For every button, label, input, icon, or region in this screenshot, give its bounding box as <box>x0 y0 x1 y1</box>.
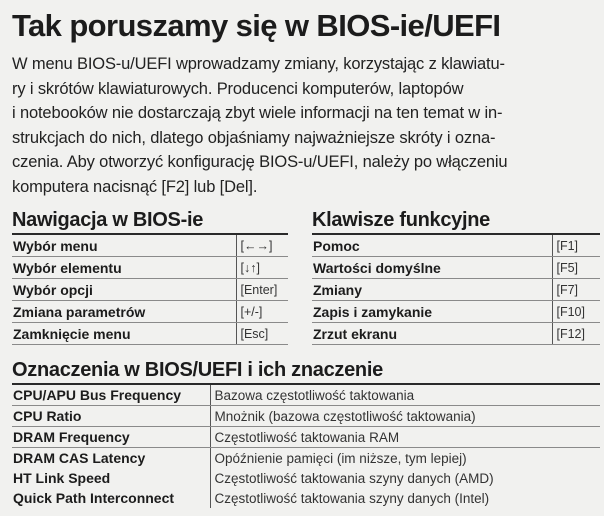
term-meaning: Częstotliwość taktowania RAM <box>210 427 600 448</box>
table-row <box>12 468 600 488</box>
navigation-action: Wybór elementu <box>12 257 236 279</box>
intro-line: ry i skrótów klawiaturowych. Producenci komputerów, laptopów <box>12 79 464 98</box>
navigation-key: [Enter] <box>236 279 288 301</box>
function-keys-table <box>312 235 600 345</box>
navigation-key: [←→] <box>236 235 288 257</box>
term-name: CPU/APU Bus Frequency <box>12 385 210 406</box>
function-name: Zapis i zamykanie <box>312 301 552 323</box>
intro-line: komputera nacisnąć [F2] lub [Del]. <box>12 177 258 196</box>
term-meaning: Częstotliwość taktowania szyny danych (AMD) <box>210 468 600 488</box>
table-row <box>12 257 288 279</box>
table-row <box>312 301 600 323</box>
terms-heading: Oznaczenia w BIOS/UEFI i ich znaczenie <box>12 359 383 381</box>
table-row <box>12 385 600 406</box>
function-name: Zrzut ekranu <box>312 323 552 345</box>
navigation-action: Wybór opcji <box>12 279 236 301</box>
term-name: HT Link Speed <box>13 469 111 486</box>
term-meaning: Bazowa częstotliwość taktowania <box>210 385 600 406</box>
intro-paragraph <box>12 52 600 199</box>
function-key: [F12] <box>552 323 600 345</box>
table-row <box>12 235 288 257</box>
function-key: [F10] <box>552 301 600 323</box>
table-row <box>12 279 288 301</box>
table-row <box>12 448 600 469</box>
function-key: [F7] <box>552 279 600 301</box>
table-row <box>12 323 288 345</box>
term-meaning: Częstotliwość taktowania szyny danych (Intel) <box>210 488 600 508</box>
article-title: Tak poruszamy się w BIOS-ie/UEFI <box>12 8 501 43</box>
intro-line: W menu BIOS-u/UEFI wprowadzamy zmiany, korzystając z klawiatu- <box>12 55 505 73</box>
function-name: Pomoc <box>312 235 552 257</box>
function-key: [F1] <box>552 235 600 257</box>
navigation-heading: Nawigacja w BIOS-ie <box>12 209 204 231</box>
term-name: CPU Ratio <box>12 406 210 427</box>
navigation-action: Wybór menu <box>12 235 236 257</box>
navigation-action: Zamknięcie menu <box>12 323 236 345</box>
table-row <box>312 323 600 345</box>
table-row <box>312 279 600 301</box>
navigation-key: [+/-] <box>236 301 288 323</box>
table-row <box>12 488 600 508</box>
navigation-key: [Esc] <box>236 323 288 345</box>
navigation-action: Zmiana parametrów <box>12 301 236 323</box>
intro-line: i notebooków nie dostarczają zbyt wiele informacji na ten temat w in- <box>12 104 503 122</box>
intro-line: strukcjach do nich, dlatego objaśniamy najważniejsze skróty i ozna- <box>12 128 496 147</box>
table-row <box>12 406 600 427</box>
terms-table <box>12 385 600 508</box>
term-meaning: Mnożnik (bazowa częstotliwość taktowania) <box>210 406 600 427</box>
term-name: Quick Path Interconnect <box>13 489 175 506</box>
term-meaning: Opóźnienie pamięci (im niższe, tym lepiej) <box>210 448 600 469</box>
function-keys-heading: Klawisze funkcyjne <box>312 209 490 231</box>
term-name: DRAM CAS Latency <box>13 449 146 466</box>
intro-line: czenia. Aby otworzyć konfigurację BIOS-u/UEFI, należy po włączeniu <box>12 153 508 171</box>
function-key: [F5] <box>552 257 600 279</box>
navigation-table <box>12 235 288 345</box>
table-row <box>312 235 600 257</box>
table-row <box>12 427 600 448</box>
table-row <box>12 301 288 323</box>
navigation-key: [↓↑] <box>236 257 288 279</box>
table-row <box>312 257 600 279</box>
term-name: DRAM Frequency <box>12 427 210 448</box>
function-name: Wartości domyślne <box>312 257 552 279</box>
function-name: Zmiany <box>312 279 552 301</box>
